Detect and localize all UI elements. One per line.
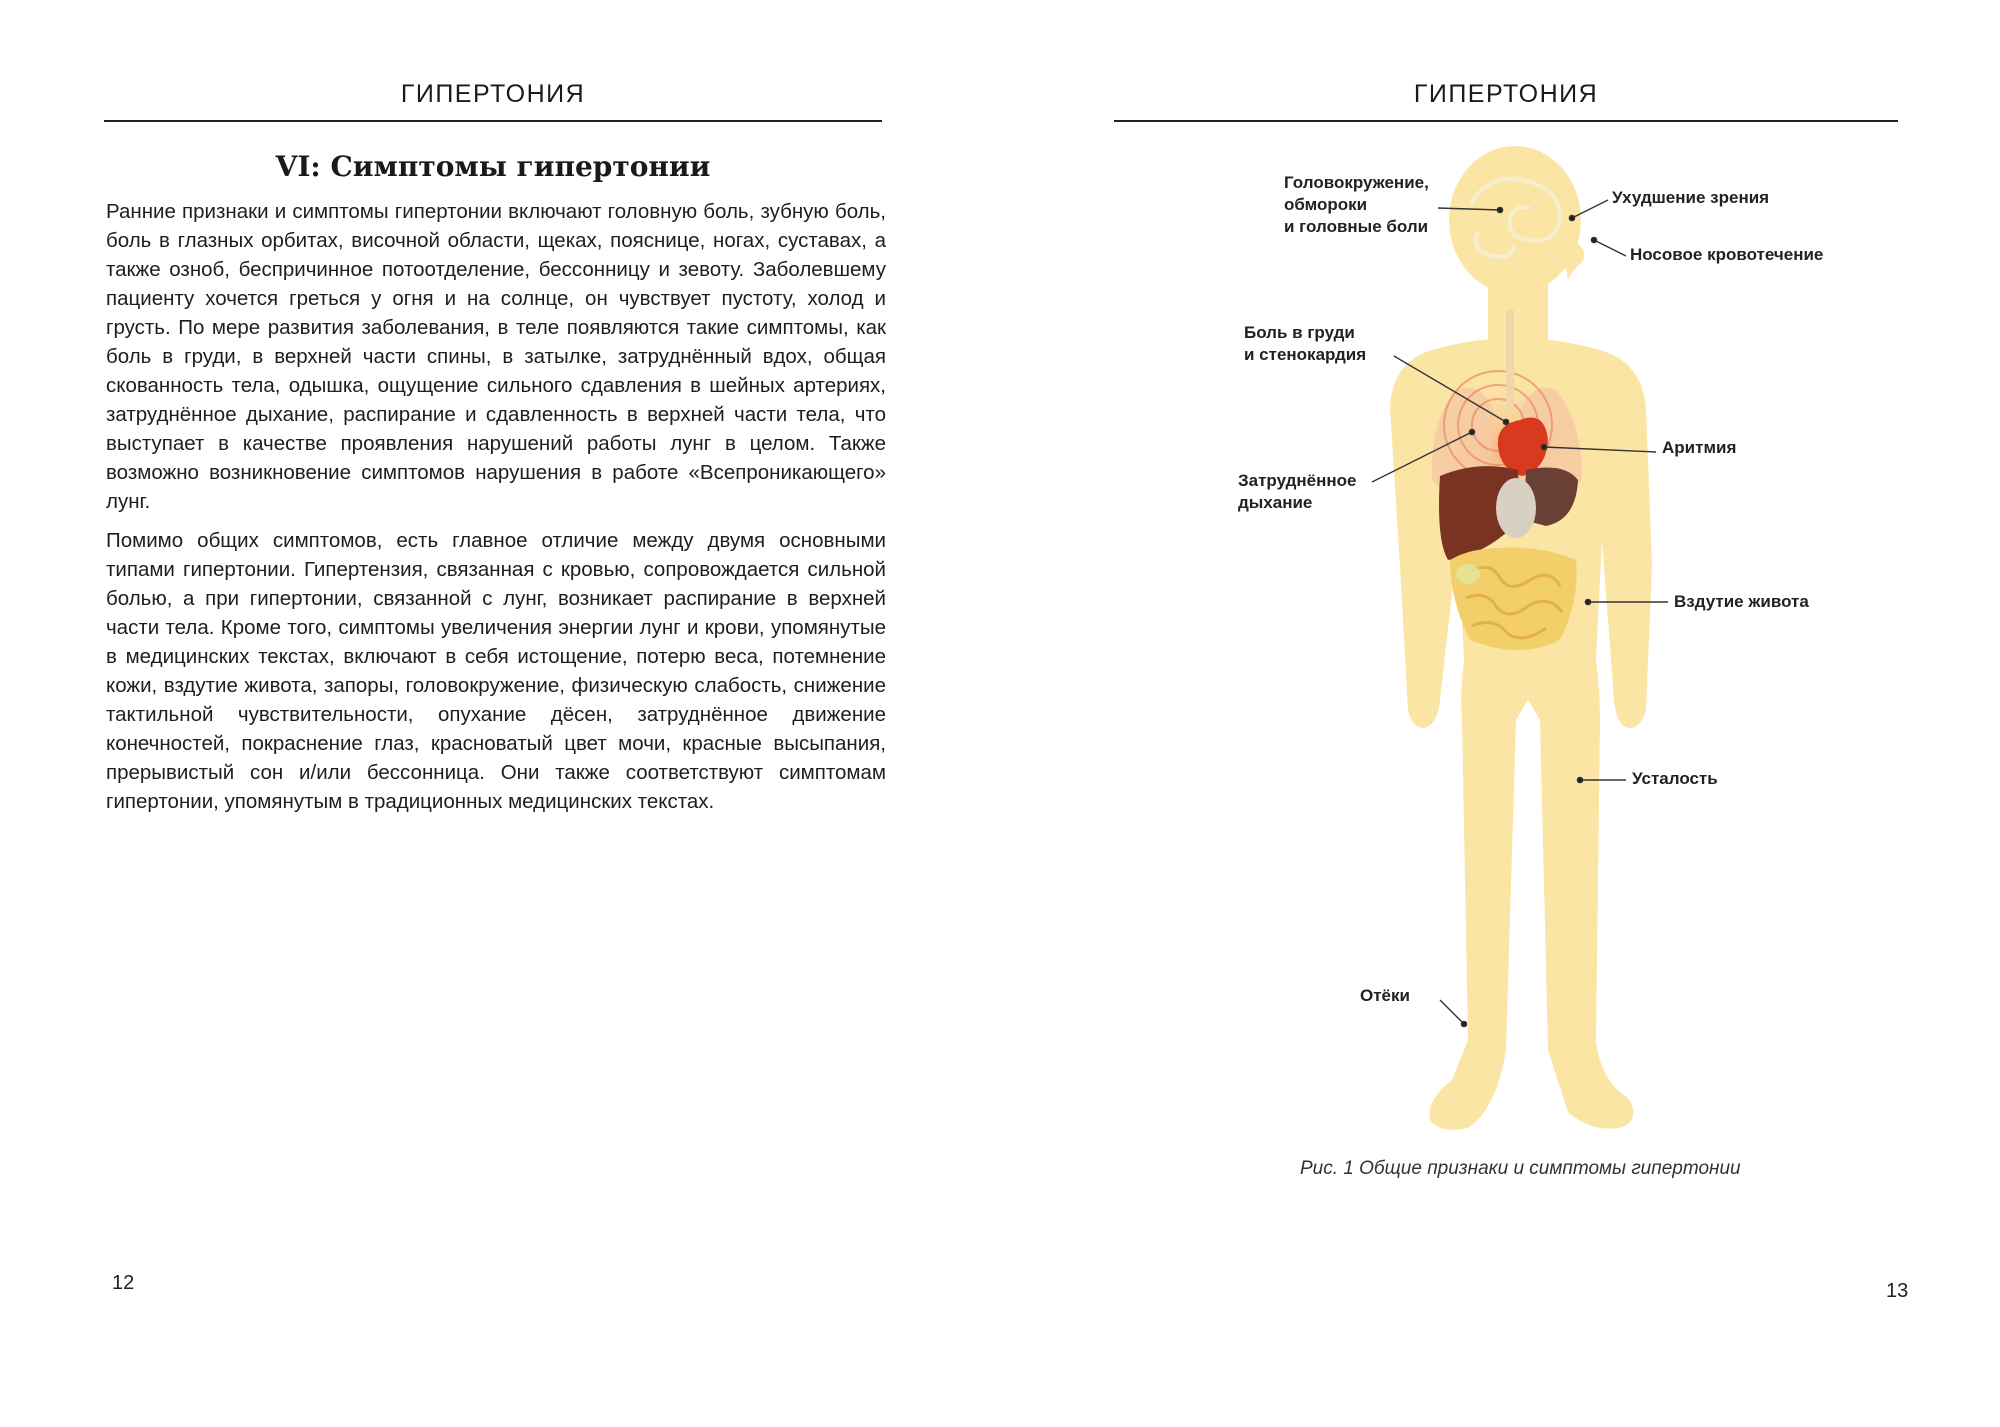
label-nosebleed: Носовое кровотечение (1630, 245, 1824, 264)
stomach-icon (1496, 478, 1536, 538)
label-chest-pain (1244, 322, 1366, 366)
neck-shape (1488, 282, 1548, 344)
label-dizziness-line-3: и головные боли (1284, 217, 1429, 236)
label-dizziness-line-1: Головокружение, (1284, 173, 1429, 192)
figure-caption: Рис. 1 Общие признаки и симптомы гипертонии (1300, 1158, 1741, 1179)
label-arrhythmia: Аритмия (1662, 438, 1737, 457)
label-breathing-line-2: дыхание (1238, 493, 1313, 512)
chapter-title: VI: Симптомы гипертонии (275, 150, 711, 183)
page-number: 13 (1886, 1280, 1909, 1302)
header-rule (1114, 120, 1898, 122)
label-bloating: Вздутие живота (1674, 592, 1809, 611)
label-dizziness-line-2: обмороки (1284, 195, 1368, 214)
label-dizziness (1284, 172, 1429, 238)
body-diagram (1000, 140, 2000, 1150)
label-vision: Ухудшение зрения (1612, 188, 1770, 207)
running-head: ГИПЕРТОНИЯ (1413, 80, 1599, 108)
right-page (1000, 0, 2000, 1427)
body-paragraph-2: Помимо общих симптомов, есть главное отличие между двумя основными типами гипертонии. Гипертензия, связанная с кровью, сопровождается сильной болью, а при гипертонии, связанной с лунг, возникает распирание в верхней части тела. Кроме того, симптомы увеличения энергии лунг и крови, упомянутые в медицинских текстах, включают в себя истощение, потерю веса, потемнение кожи, вздутие живота, запоры, головокружение, физическую слабость, снижение тактильной чувствительности, опухание дёсен, затруднённое движение конечностей, покраснение глаз, красноватый цвет мочи, красные высыпания, прерывистый сон и/или бессонница. Они также соответствуют симптомам гипертонии, упомянутым в традиционных медицинских текстах. (106, 529, 886, 813)
label-breathing-line-1: Затруднённое (1238, 471, 1357, 490)
body-paragraph-1: Ранние признаки и симптомы гипертонии включают головную боль, зубную боль, боль в глазных орбитах, височной области, щеках, пояснице, ногах, суставах, а также озноб, беспричинное потоотделение, бессонницу и зевоту. Заболевшему пациенту хочется греться у огня и на солнце, он чувствует пустоту, холод и грусть. По мере развития заболевания, в теле появляются такие симптомы, как боль в груди, в верхней части спины, в затылке, затруднённый вдох, общая скованность тела, одышка, ощущение сильного сдавления в шейных артериях, затруднённое дыхание, распирание и сдавленность в верхней части тела, что выступает в качестве проявления нарушений работы лунг в целом. Также возможно возникновение симптомов нарушения в работе «Всепроникающего» лунг. (106, 200, 886, 513)
running-head: ГИПЕРТОНИЯ (400, 80, 586, 108)
label-chest-pain-line-1: Боль в груди (1244, 323, 1355, 342)
label-fatigue: Усталость (1632, 769, 1718, 788)
label-chest-pain-line-2: и стенокардия (1244, 345, 1367, 364)
trachea-icon (1506, 310, 1514, 410)
label-edema: Отёки (1360, 986, 1410, 1005)
page-number: 12 (112, 1272, 135, 1294)
header-rule (104, 120, 882, 122)
intestines-icon (1450, 548, 1577, 651)
label-breathing (1238, 470, 1357, 514)
